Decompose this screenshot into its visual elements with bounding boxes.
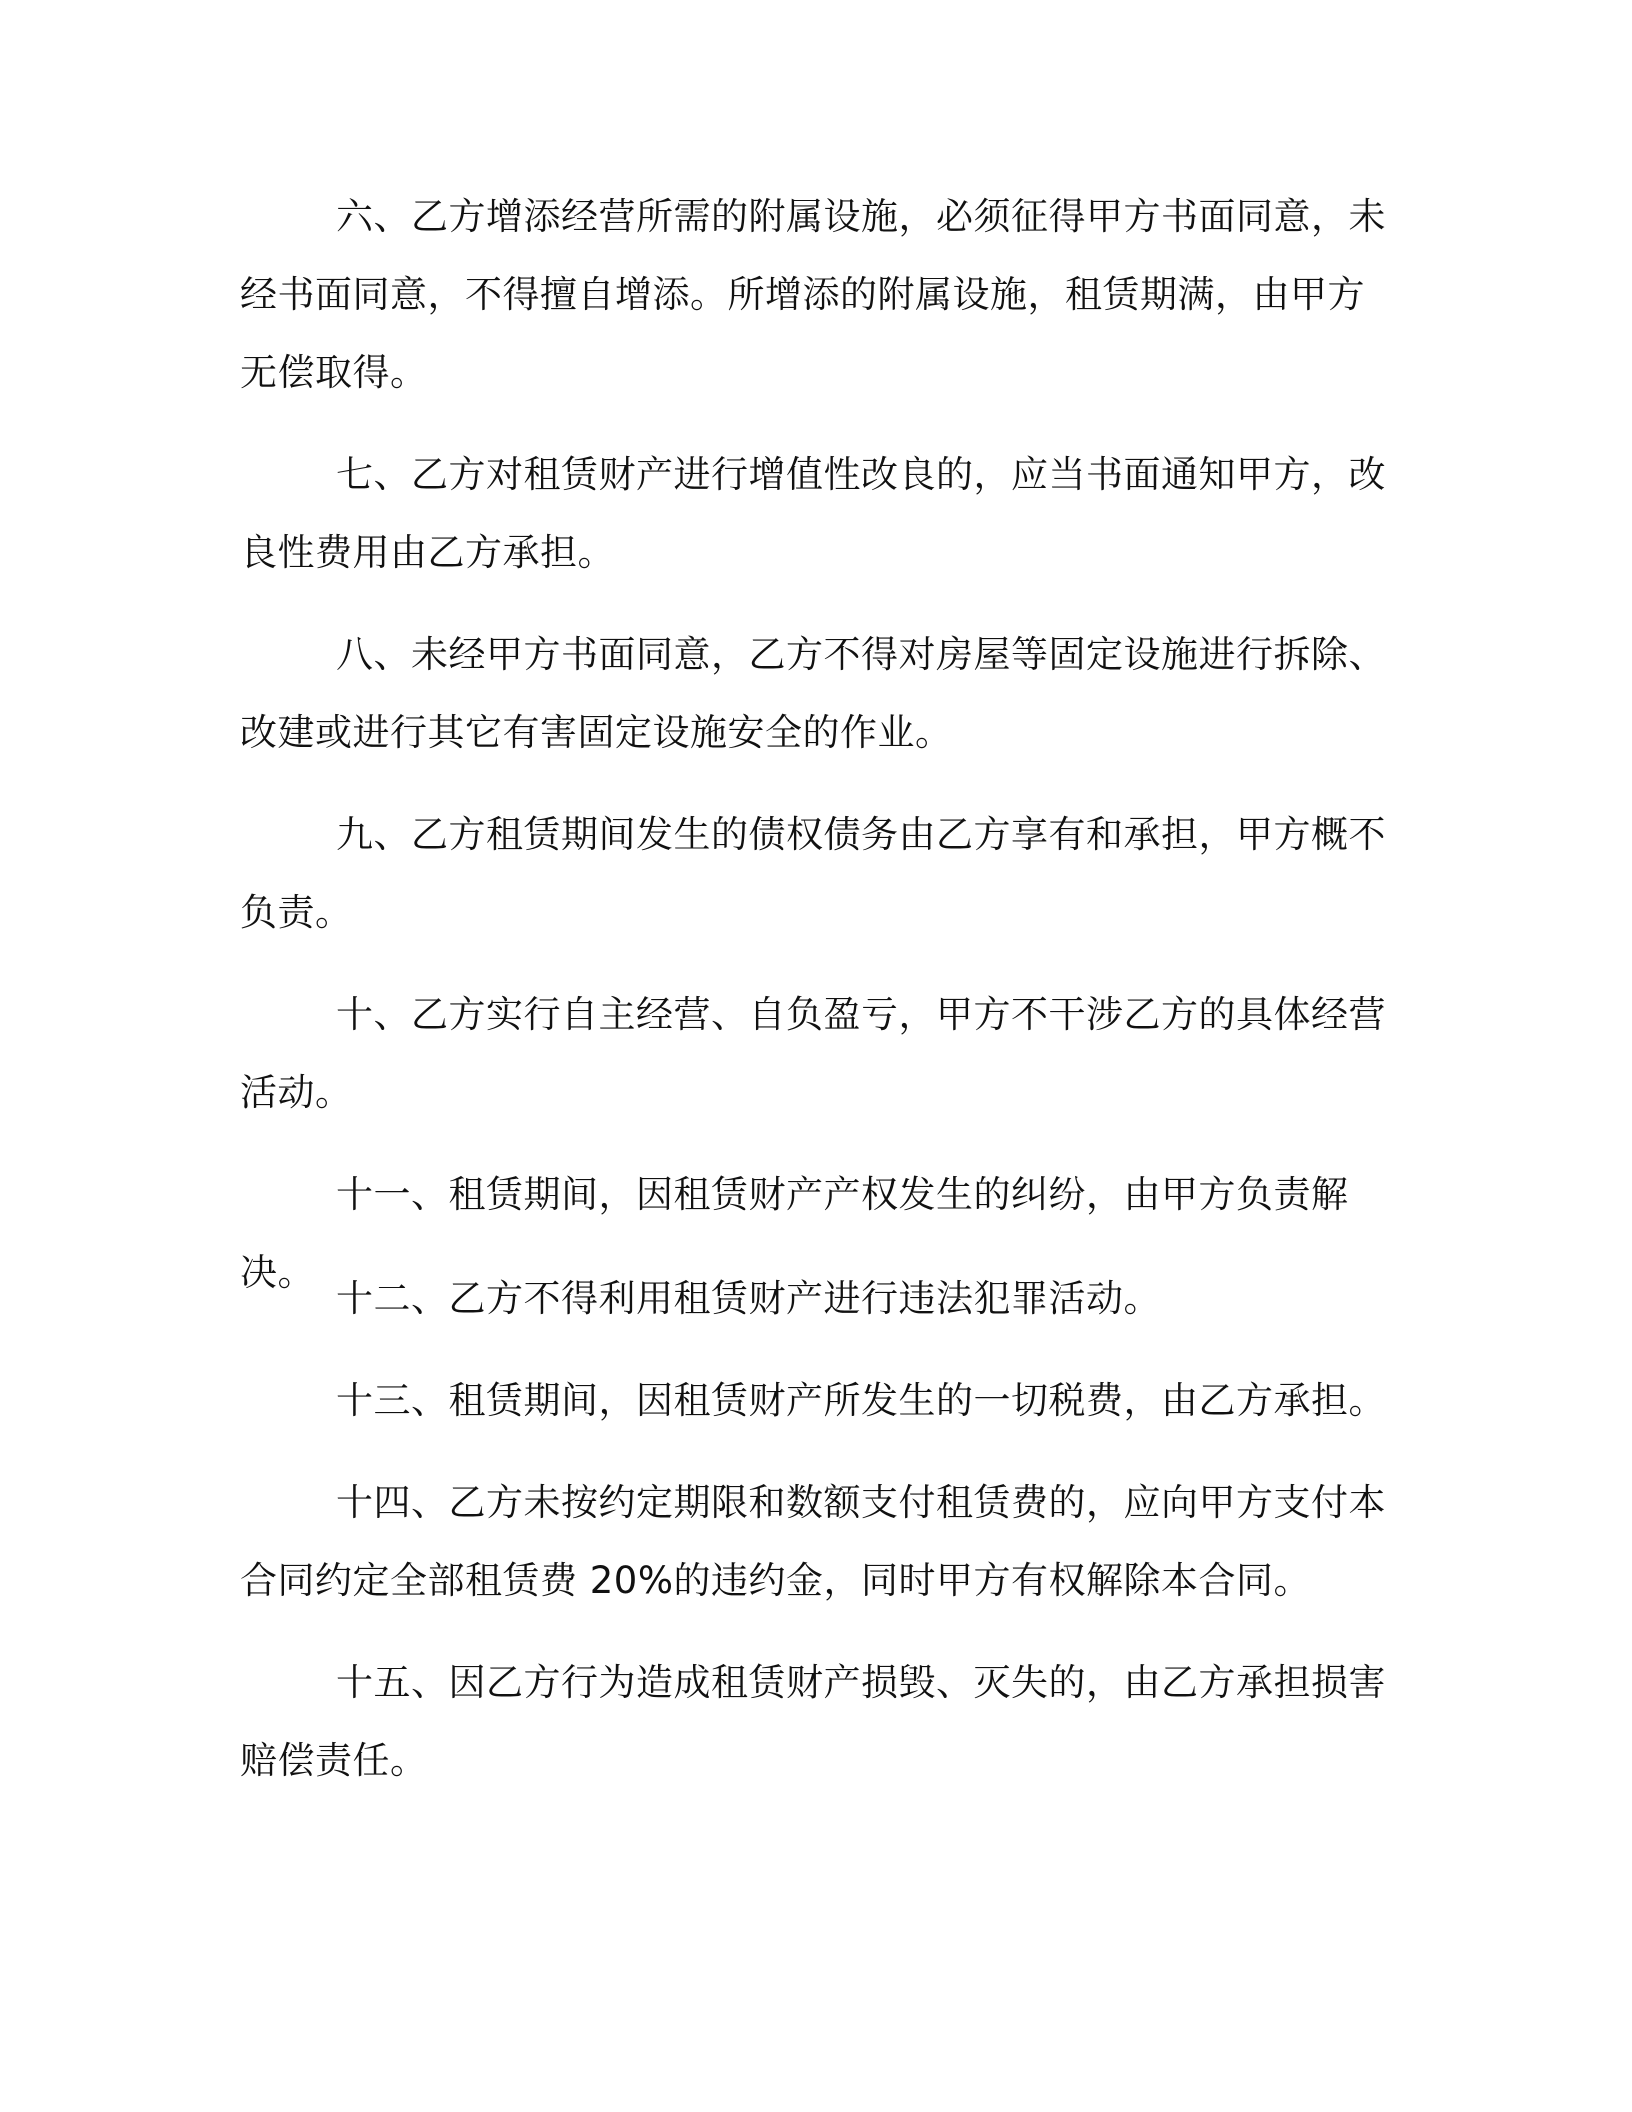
clause-12: 十二、乙方不得利用租赁财产进行违法犯罪活动。	[336, 1277, 1161, 1320]
clause-11: 十一、租赁期间，因租赁财产产权发生的纠纷，由甲方负责解决。	[240, 1173, 1349, 1294]
clause-15: 十五、因乙方行为造成租赁财产损毁、灭失的，由乙方承担损害赔偿责任。	[240, 1661, 1386, 1782]
clause-8: 八、未经甲方书面同意，乙方不得对房屋等固定设施进行拆除、改建或进行其它有害固定设施安全的作业。	[240, 633, 1386, 754]
clause-14: 十四、乙方未按约定期限和数额支付租赁费的，应向甲方支付本合同约定全部租赁费 20%的违约金，同时甲方有权解除本合同。	[240, 1481, 1386, 1602]
clause-10: 十、乙方实行自主经营、自负盈亏，甲方不干涉乙方的具体经营活动。	[240, 993, 1386, 1114]
clause-13: 十三、租赁期间，因租赁财产所发生的一切税费，由乙方承担。	[336, 1379, 1386, 1422]
clause-6: 六、乙方增添经营所需的附属设施，必须征得甲方书面同意，未经书面同意，不得擅自增添。所增添的附属设施，租赁期满，由甲方无偿取得。	[240, 195, 1386, 394]
clause-9: 九、乙方租赁期间发生的债权债务由乙方享有和承担，甲方概不负责。	[240, 813, 1386, 934]
clause-7: 七、乙方对租赁财产进行增值性改良的，应当书面通知甲方，改良性费用由乙方承担。	[240, 453, 1386, 574]
